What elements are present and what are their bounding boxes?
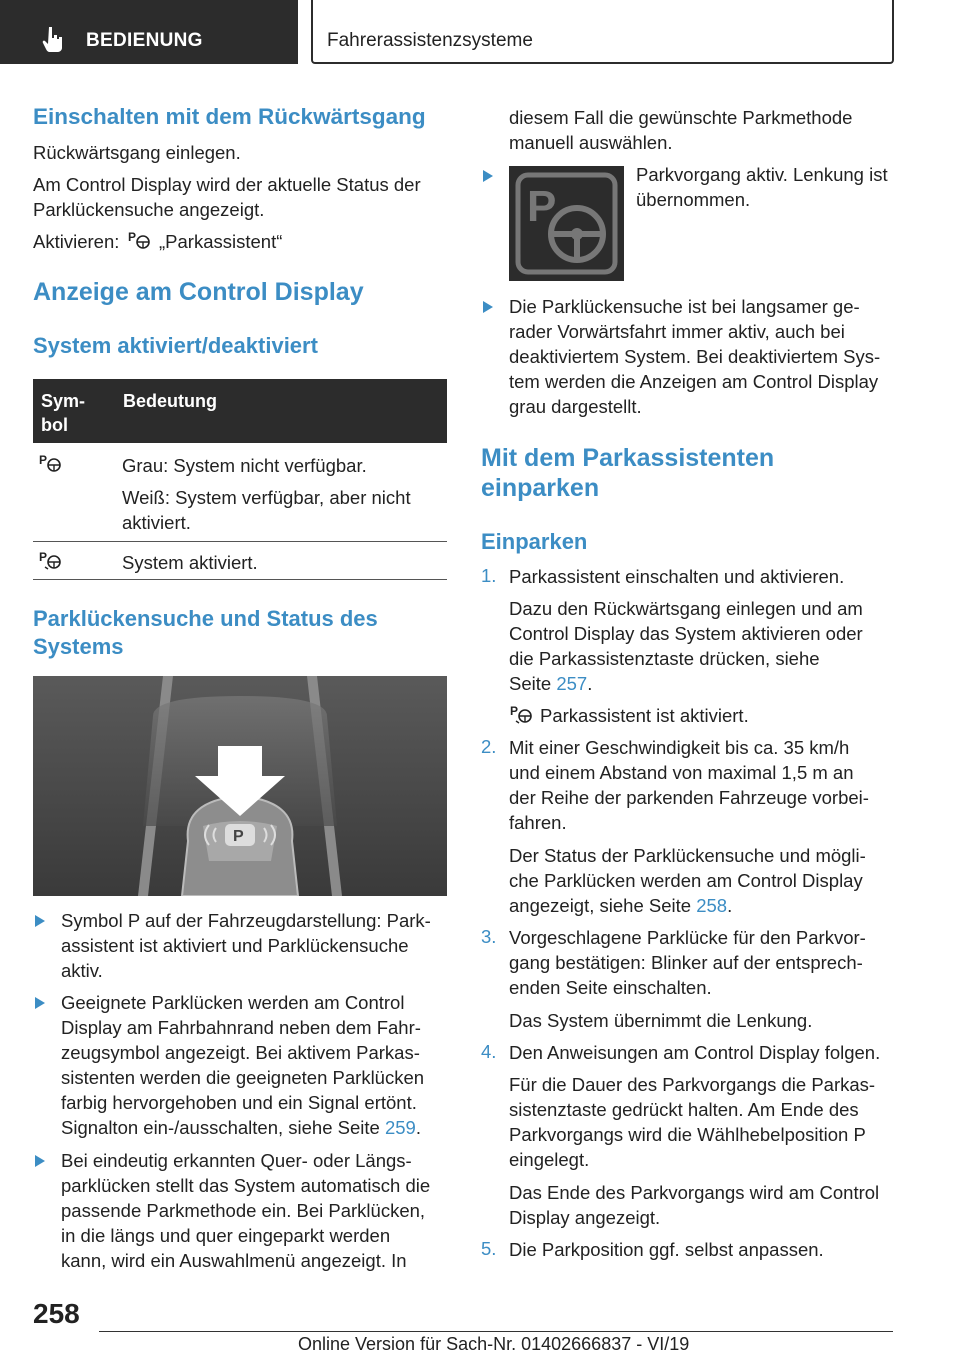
heading-search-2: Systems [33,634,124,659]
bullet3-line1: Bei eindeutig erkannten Quer- oder Längs- [61,1150,412,1171]
bullet2-line2: Display am Fahrbahnrand neben dem Fahr- [61,1017,421,1038]
step-number: 2. [481,736,497,757]
svg-text:P: P [527,182,557,231]
svg-text:P: P [39,453,48,467]
step3-line2: gang bestätigen: Blinker auf der entsprech- [509,952,863,973]
text-activate-prefix: Aktivieren: [33,231,120,252]
bullet3-line2: parklücken stellt das System automatisch die [61,1175,431,1196]
step5-text: Die Parkposition ggf. selbst anpassen. [509,1239,824,1260]
step1-sub2: Control Display das System aktivieren oder [509,623,863,644]
step2-line4: fahren. [509,812,567,833]
step3-sub: Das System übernimmt die Lenkung. [509,1010,813,1031]
page-link-259[interactable]: 259 [384,1117,416,1138]
step1-text: Parkassistent einschalten und aktivieren. [509,566,845,587]
step-number: 4. [481,1041,497,1062]
bullet2-line6 [61,1115,421,1140]
page-link-258[interactable]: 258 [696,895,728,916]
continuation-line2: manuell auswählen. [509,132,673,153]
section-label: Fahrerassistenzsysteme [327,30,533,51]
bullet1-line3: aktiv. [61,960,103,981]
online-version-note: Online Version für Sach-Nr. 01402666837 - VI/19 [298,1334,690,1354]
step1-sub1: Dazu den Rückwärtsgang einlegen und am [509,598,863,619]
table-row1-line3: aktiviert. [122,512,191,533]
step4-sub4: eingelegt. [509,1149,590,1170]
icon-bullet-line2: übernommen. [636,189,751,210]
svg-text:P: P [128,230,137,244]
page-number: 258 [33,1298,80,1329]
bullet2-line1: Geeignete Parklücken werden am Control [61,992,405,1013]
bullet3-line5: kann, wird ein Auswahlmenü angezeigt. In [61,1250,407,1271]
step3-line3: enden Seite einschalten. [509,977,712,998]
text-reverse-1: Rückwärtsgang einlegen. [33,142,241,163]
control-display-illustration [33,676,447,896]
step2-line2: und einem Abstand von maximal 1,5 m an [509,762,854,783]
step4-sub1: Für die Dauer des Parkvorgangs die Parkas- [509,1074,876,1095]
park-assist-active-icon [509,703,535,725]
step1-sub4 [509,671,592,696]
step-number: 3. [481,926,497,947]
park-steering-active-icon [509,166,624,281]
heading-display: Anzeige am Control Display [33,278,364,306]
icon-bullet-line1: Parkvorgang aktiv. Lenkung ist [636,164,888,185]
bullet2-line6-text: Signalton ein-/ausschalten, siehe Seite [61,1117,385,1138]
seite-text: Seite [509,673,557,694]
bullet1-line2: assistent ist aktiviert und Parklückensuche [61,935,409,956]
bullet1-line1: Symbol P auf der Fahrzeugdarstellung: Park- [61,910,431,931]
table-bottom-rule [33,579,447,580]
step2-line1: Mit einer Geschwindigkeit bis ca. 35 km/h [509,737,850,758]
hand-pointer-icon [42,26,66,52]
step4-sub6: Display angezeigt. [509,1207,661,1228]
chapter-tab [0,0,298,64]
step2-sub3-text: angezeigt, siehe Seite [509,895,697,916]
heading-search-1: Parklückensuche und Status des [33,606,378,631]
heading-park-2: einparken [481,474,600,502]
step-number: 5. [481,1238,497,1259]
svg-text:P: P [39,550,48,564]
rbullet-line3: deaktiviertem System. Bei deaktiviertem Sys- [509,346,881,367]
step-number: 1. [481,565,497,586]
footer-rule [99,1331,893,1332]
heading-system: System aktiviert/deaktiviert [33,333,318,358]
step4-sub2: sistenztaste gedrückt halten. Am Ende des [509,1099,859,1120]
step4-sub3: Parkvorgangs wird die Wählhebelposition P [509,1124,866,1145]
bullet3-line3: passende Parkmethode ein. Bei Parklücken, [61,1200,426,1221]
bullet2-line4: sistenten werden die geeigneten Parklücken [61,1067,425,1088]
table-row2: System aktiviert. [122,552,258,573]
period: . [587,673,593,694]
step2-sub1: Der Status der Parklückensuche und mögli- [509,845,866,866]
step2-sub2: che Parklücken werden am Control Display [509,870,863,891]
bullet-marker [483,301,493,313]
svg-text:P: P [510,704,519,718]
step1-icon-text: Parkassistent ist aktiviert. [540,705,749,726]
text-reverse-2a: Am Control Display wird der aktuelle Status der [33,174,421,195]
continuation-line1: diesem Fall die gewünschte Parkmethode [509,107,853,128]
page-link-257[interactable]: 257 [556,673,588,694]
bullet-marker [35,997,45,1009]
table-row1-line2: Weiß: System verfügbar, aber nicht [122,487,411,508]
period: . [415,1117,421,1138]
text-activate-suffix: „Parkassistent“ [159,231,283,252]
chapter-label: BEDIENUNG [86,30,203,51]
heading-reverse-gear: Einschalten mit dem Rückwärtsgang [33,104,426,129]
bullet2-line5: farbig hervorgehoben und ein Signal ertönt. [61,1092,417,1113]
heading-park-1: Mit dem Parkassistenten [481,444,775,472]
text-reverse-2b: Parklückensuche angezeigt. [33,199,265,220]
bullet2-line3: zeugsymbol angezeigt. Bei aktivem Parkas- [61,1042,420,1063]
step1-sub3: die Parkassistenztaste drücken, siehe [509,648,820,669]
step3-line1: Vorgeschlagene Parklücke für den Parkvor- [509,927,866,948]
step4-text: Den Anweisungen am Control Display folgen. [509,1042,881,1063]
heading-einparken: Einparken [481,529,588,554]
col-symbol-a: Sym- [41,391,86,411]
park-assist-active-icon [38,549,64,571]
step4-sub5: Das Ende des Parkvorgangs wird am Control [509,1182,880,1203]
table-row1-line1: Grau: System nicht verfügbar. [122,455,367,476]
park-assist-grey-icon [38,452,64,474]
bullet-marker [483,170,493,182]
rbullet-line1: Die Parklückensuche ist bei langsamer ge- [509,296,860,317]
svg-text:P: P [233,828,244,845]
bullet-marker [35,1155,45,1167]
table-header [33,379,447,443]
step2-line3: der Reihe der parkenden Fahrzeuge vorbei- [509,787,869,808]
park-assist-icon [127,229,153,251]
period: . [727,895,733,916]
bullet3-line4: in die längs und quer eingeparkt werden [61,1225,391,1246]
col-symbol-b: bol [41,415,68,435]
bullet-marker [35,915,45,927]
rbullet-line4: tem werden die Anzeigen am Control Display [509,371,879,392]
rbullet-line2: rader Vorwärtsfahrt immer aktiv, auch bei [509,321,845,342]
step2-sub3 [509,893,732,918]
rbullet-line5: grau dargestellt. [509,396,642,417]
table-divider [33,541,447,542]
section-header [311,0,894,64]
col-meaning: Bedeutung [123,391,217,411]
